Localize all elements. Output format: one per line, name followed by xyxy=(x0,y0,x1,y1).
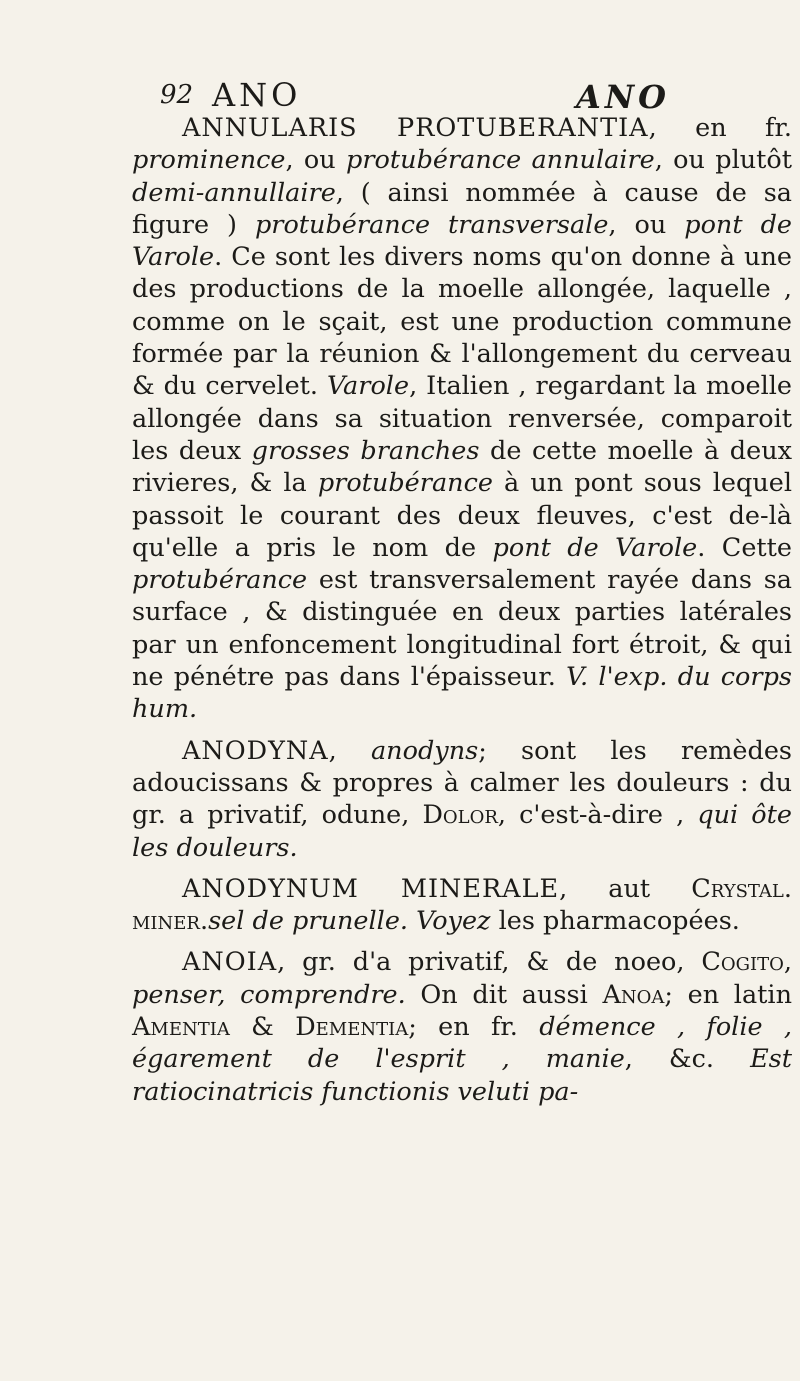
entry-italic: Est ratiocinatricis functionis veluti pa- xyxy=(132,1044,793,1107)
entry-text: de cette moelle à deux rivieres, & la xyxy=(132,435,793,499)
entry-text: est transversalement rayée dans sa surface , & distinguée en deux parties latérales par un enfoncement longitudinal fort étroit, & qui ne pénétre pas dans l'épaisseur. xyxy=(132,565,792,693)
entry-italic: pont de Varole xyxy=(132,209,792,273)
entry-text: , ou xyxy=(285,145,347,176)
entry-small-caps: Dolor xyxy=(422,800,498,831)
entry-italic: V. l'exp. du corps hum. xyxy=(132,662,792,725)
entry-small-caps: Cogito xyxy=(701,947,784,978)
entry-text: , c'est-à-dire , xyxy=(497,800,698,831)
entry-text: , gr. d'a privatif, & de noeo, xyxy=(277,947,702,978)
headword: ANOIA xyxy=(182,947,278,978)
entry-text: On dit aussi xyxy=(405,979,603,1010)
entry-small-caps: Crystal. miner. xyxy=(132,873,792,937)
entry-italic: Varole xyxy=(326,371,410,402)
entry-text: & xyxy=(229,1012,296,1043)
entry-text: , ou xyxy=(608,209,685,240)
entry-text: , aut xyxy=(559,873,692,904)
entry-small-caps: Amentia xyxy=(132,1012,230,1043)
entry-small-caps: Anoa xyxy=(602,979,665,1010)
entry-text: , &c. xyxy=(624,1044,751,1075)
entry-text: à un pont sous lequel passoit le courant des deux fleuves, c'est de-là qu'elle a pris le nom de xyxy=(132,468,792,563)
header-left-word: ANO xyxy=(212,76,302,114)
entry-italic: penser, comprendre. xyxy=(132,979,406,1010)
entry-text: les pharmacopées. xyxy=(490,906,740,937)
entry-text: . Cette xyxy=(697,532,792,563)
entry-text: . Ce sont les divers noms qu'on donne à une des productions de la moelle allongée, laquelle , comme on le sçait, est une production commune formée par la réunion & l'allongement du cerveau & du cervelet. xyxy=(132,242,792,402)
entry-text: ; en fr. xyxy=(408,1012,540,1043)
entry-italic: démence , folie , égarement de l'esprit , manie xyxy=(132,1012,792,1075)
entry-italic: demi-annullaire xyxy=(132,177,336,208)
entry-text: , xyxy=(783,947,792,978)
entry-italic: protubérance xyxy=(132,565,308,596)
headword: ANODYNUM MINERALE xyxy=(182,873,560,904)
entry-text: , ( ainsi nommée à cause de sa figure ) xyxy=(132,177,792,240)
entry-text: , Italien , regardant la moelle allongée dans sa situation renversée, comparoit les deux xyxy=(132,371,792,466)
entry-anodyna xyxy=(132,735,792,864)
entry-italic: protubérance xyxy=(317,468,493,499)
entry-italic: anodyns xyxy=(370,735,479,766)
entry-italic: grosses branches xyxy=(251,435,480,466)
page-body xyxy=(132,112,792,1108)
entry-italic: pont de Varole xyxy=(492,532,698,563)
headword: ANNULARIS PROTUBERANTIA xyxy=(182,113,649,143)
running-header xyxy=(160,72,670,116)
entry-italic: sel de prunelle. Voyez xyxy=(208,906,491,937)
entry-italic: qui ôte les douleurs. xyxy=(132,800,792,863)
entry-small-caps: Dementia xyxy=(295,1012,409,1043)
entry-italic: protubérance annulaire xyxy=(346,145,655,176)
entry-italic: protubérance transversale xyxy=(254,209,609,240)
entry-annularis-protuberantia xyxy=(132,112,792,726)
entry-italic: prominence xyxy=(132,145,286,176)
entry-text: ; en latin xyxy=(664,979,792,1010)
header-right-word: ANO xyxy=(576,78,670,116)
headword: ANODYNA xyxy=(182,735,329,766)
entry-anoia xyxy=(132,946,792,1107)
entry-text: , ou plutôt xyxy=(654,145,793,176)
entry-text: , xyxy=(328,735,371,766)
page-number: 92 xyxy=(160,80,194,110)
entry-anodynum-minerale xyxy=(132,873,792,938)
entry-text: ; sont les remèdes adoucissans & propres à calmer les douleurs : du gr. a privatif, odune, xyxy=(132,735,792,831)
entry-text: , en fr. xyxy=(648,113,792,143)
